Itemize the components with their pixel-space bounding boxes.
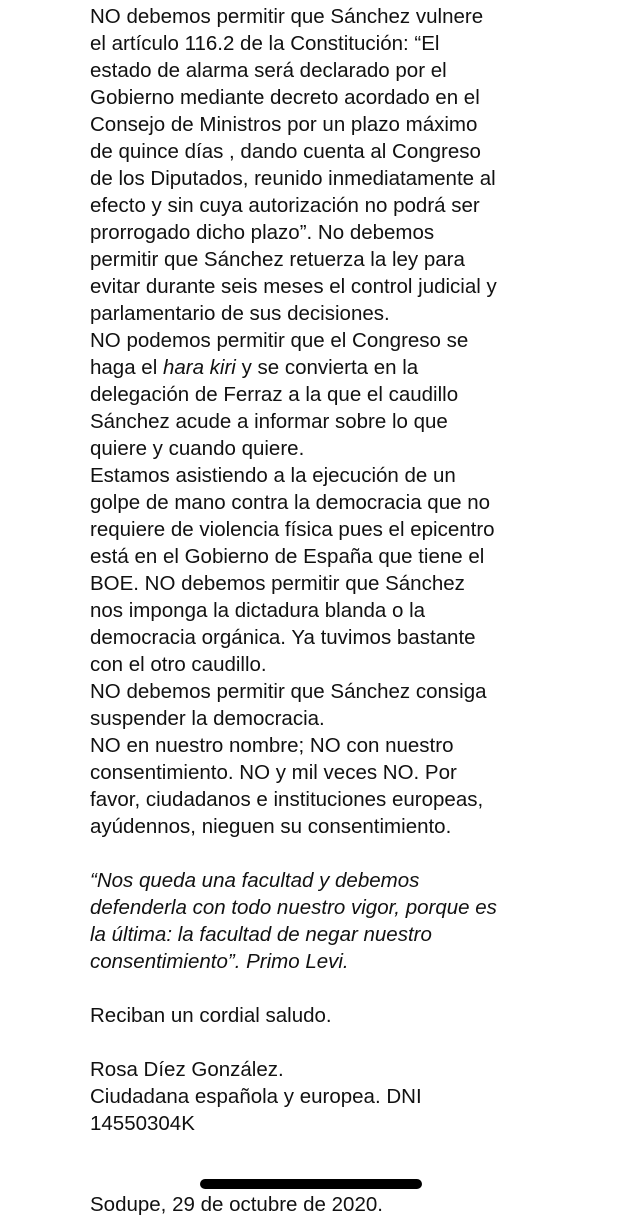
paragraph-constitution bbox=[90, 3, 612, 327]
text-line: prorrogado dicho plazo”. No debemos bbox=[90, 221, 435, 244]
text-line: Gobierno mediante decreto acordado en el bbox=[90, 86, 480, 109]
text-line: NO podemos permitir que el Congreso se bbox=[90, 329, 469, 352]
paragraph-congreso bbox=[90, 327, 612, 462]
paragraph-suspender bbox=[90, 678, 612, 732]
text-line-mixed bbox=[90, 354, 612, 381]
quote-line: la última: la facultad de negar nuestro bbox=[90, 923, 432, 946]
spacer bbox=[90, 975, 612, 1002]
text-line: quiere y cuando quiere. bbox=[90, 437, 305, 460]
spacer bbox=[90, 1029, 612, 1056]
text-segment: haga el bbox=[90, 356, 163, 379]
signature-name: Rosa Díez González. bbox=[90, 1058, 284, 1081]
text-line: permitir que Sánchez retuerza la ley para bbox=[90, 248, 465, 271]
text-segment: y se convierta en la bbox=[235, 356, 419, 379]
primo-levi-quote bbox=[90, 867, 612, 975]
place-date: Sodupe, 29 de octubre de 2020. bbox=[90, 1193, 383, 1216]
text-line: parlamentario de sus decisiones. bbox=[90, 302, 390, 325]
signature-dni: 14550304K bbox=[90, 1112, 195, 1135]
signature-block bbox=[90, 1056, 612, 1137]
text-line: Sánchez acude a informar sobre lo que bbox=[90, 410, 448, 433]
text-line: requiere de violencia física pues el epicentro bbox=[90, 518, 495, 541]
paragraph-consentimiento bbox=[90, 732, 612, 840]
text-line: evitar durante seis meses el control judicial y bbox=[90, 275, 497, 298]
text-line: está en el Gobierno de España que tiene el bbox=[90, 545, 485, 568]
home-indicator[interactable] bbox=[200, 1179, 422, 1189]
text-line: suspender la democracia. bbox=[90, 707, 325, 730]
text-line: golpe de mano contra la democracia que no bbox=[90, 491, 491, 514]
text-line: de quince días , dando cuenta al Congreso bbox=[90, 140, 481, 163]
text-line: el artículo 116.2 de la Constitución: “El bbox=[90, 32, 440, 55]
text-line: democracia orgánica. Ya tuvimos bastante bbox=[90, 626, 476, 649]
text-line: efecto y sin cuya autorización no podrá ser bbox=[90, 194, 480, 217]
text-line: con el otro caudillo. bbox=[90, 653, 267, 676]
text-line: estado de alarma será declarado por el bbox=[90, 59, 447, 82]
text-line: Consejo de Ministros por un plazo máximo bbox=[90, 113, 478, 136]
quote-line: “Nos queda una facultad y debemos bbox=[90, 869, 420, 892]
spacer bbox=[90, 840, 612, 867]
text-line: ayúdennos, nieguen su consentimiento. bbox=[90, 815, 452, 838]
text-line: Estamos asistiendo a la ejecución de un bbox=[90, 464, 456, 487]
paragraph-golpe bbox=[90, 462, 612, 678]
text-line: nos imponga la dictadura blanda o la bbox=[90, 599, 426, 622]
greeting: Reciban un cordial saludo. bbox=[90, 1004, 332, 1027]
text-line: consentimiento. NO y mil veces NO. Por bbox=[90, 761, 457, 784]
italic-phrase: hara kiri bbox=[162, 356, 236, 379]
text-line: favor, ciudadanos e instituciones europeas, bbox=[90, 788, 484, 811]
text-line: NO debemos permitir que Sánchez consiga bbox=[90, 680, 487, 703]
text-line: de los Diputados, reunido inmediatamente al bbox=[90, 167, 496, 190]
signature-title: Ciudadana española y europea. DNI bbox=[90, 1085, 422, 1108]
quote-line: consentimiento”. Primo Levi. bbox=[90, 950, 349, 973]
text-line: BOE. NO debemos permitir que Sánchez bbox=[90, 572, 465, 595]
text-line: delegación de Ferraz a la que el caudillo bbox=[90, 383, 459, 406]
quote-line: defenderla con todo nuestro vigor, porque es bbox=[90, 896, 497, 919]
letter-body bbox=[90, 3, 612, 1218]
text-line: NO en nuestro nombre; NO con nuestro bbox=[90, 734, 454, 757]
text-line: NO debemos permitir que Sánchez vulnere bbox=[90, 5, 484, 28]
